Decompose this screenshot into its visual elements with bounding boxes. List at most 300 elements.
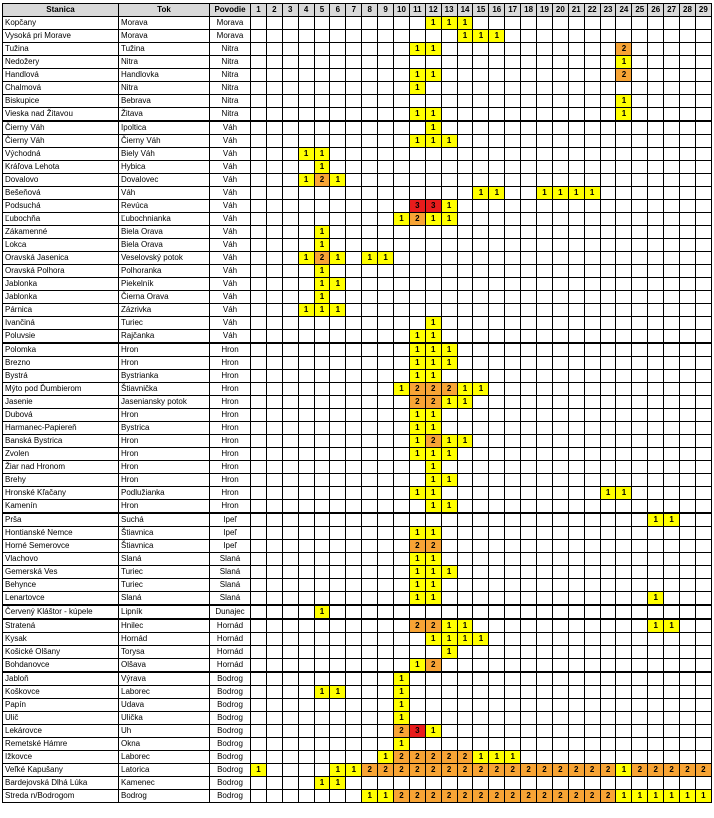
day-cell — [632, 422, 648, 435]
day-cell — [632, 148, 648, 161]
day-cell: 1 — [362, 790, 378, 803]
day-cell — [489, 396, 505, 409]
day-cell — [346, 699, 362, 712]
day-cell — [378, 357, 394, 370]
day-cell: 1 — [394, 672, 410, 686]
day-cell — [425, 239, 441, 252]
day-cell — [266, 553, 282, 566]
day-cell — [282, 777, 298, 790]
day-cell: 2 — [425, 383, 441, 396]
day-cell — [505, 226, 521, 239]
day-cell — [648, 121, 664, 135]
day-cell — [616, 396, 632, 409]
day-cell — [616, 252, 632, 265]
day-cell — [616, 474, 632, 487]
day-cell — [378, 633, 394, 646]
day-cell — [330, 265, 346, 278]
day-cell — [695, 30, 711, 43]
day-cell: 1 — [425, 579, 441, 592]
day-cell: 1 — [314, 278, 330, 291]
stream-cell: Bystrica — [119, 422, 210, 435]
day-cell — [457, 187, 473, 200]
day-cell — [346, 383, 362, 396]
day-cell — [425, 738, 441, 751]
day-cell: 1 — [314, 304, 330, 317]
day-cell — [362, 513, 378, 527]
day-cell — [537, 646, 553, 659]
day-cell — [394, 121, 410, 135]
day-cell — [282, 174, 298, 187]
day-cell — [521, 409, 537, 422]
day-cell — [314, 43, 330, 56]
day-cell — [680, 646, 696, 659]
day-cell — [346, 108, 362, 122]
day-cell — [266, 43, 282, 56]
station-cell: Horné Semerovce — [3, 540, 119, 553]
basin-cell: Hornád — [210, 633, 251, 646]
day-cell — [251, 370, 267, 383]
day-cell — [457, 82, 473, 95]
day-cell — [568, 633, 584, 646]
day-cell — [330, 239, 346, 252]
day-cell — [505, 659, 521, 673]
day-cell — [298, 135, 314, 148]
table-row — [3, 646, 712, 659]
day-cell — [473, 278, 489, 291]
day-cell: 1 — [409, 370, 425, 383]
day-cell — [680, 396, 696, 409]
day-cell — [378, 30, 394, 43]
day-cell — [600, 396, 616, 409]
day-cell — [680, 461, 696, 474]
day-cell — [552, 409, 568, 422]
day-cell — [282, 17, 298, 30]
day-cell — [314, 699, 330, 712]
day-cell — [664, 95, 680, 108]
day-cell — [362, 30, 378, 43]
day-cell — [282, 592, 298, 606]
day-cell — [632, 121, 648, 135]
day-cell: 1 — [409, 659, 425, 673]
day-cell — [521, 317, 537, 330]
day-cell — [394, 370, 410, 383]
day-cell — [489, 738, 505, 751]
day-cell — [282, 540, 298, 553]
day-cell — [330, 161, 346, 174]
day-cell — [378, 646, 394, 659]
day-cell — [394, 343, 410, 357]
day-cell — [568, 646, 584, 659]
day-cell — [251, 121, 267, 135]
day-cell — [266, 764, 282, 777]
stream-cell: Ulička — [119, 712, 210, 725]
day-cell — [266, 304, 282, 317]
day-cell: 1 — [314, 148, 330, 161]
day-cell — [346, 252, 362, 265]
day-cell: 1 — [441, 646, 457, 659]
day-cell — [457, 56, 473, 69]
day-cell — [298, 592, 314, 606]
table-row — [3, 633, 712, 646]
day-cell: 1 — [664, 619, 680, 633]
day-cell: 2 — [457, 764, 473, 777]
day-cell — [505, 121, 521, 135]
day-cell — [378, 659, 394, 673]
day-cell — [282, 161, 298, 174]
day-cell — [362, 605, 378, 619]
day-cell — [394, 540, 410, 553]
day-cell — [425, 712, 441, 725]
day-cell — [600, 187, 616, 200]
day-cell — [457, 777, 473, 790]
day-cell: 2 — [632, 764, 648, 777]
stream-cell: Okna — [119, 738, 210, 751]
day-cell — [664, 566, 680, 579]
day-cell — [473, 738, 489, 751]
day-cell — [695, 161, 711, 174]
day-cell: 1 — [441, 435, 457, 448]
day-cell — [457, 738, 473, 751]
day-cell — [489, 252, 505, 265]
day-cell: 1 — [505, 751, 521, 764]
day-cell — [330, 527, 346, 540]
day-cell — [680, 121, 696, 135]
day-cell: 1 — [664, 513, 680, 527]
day-cell — [616, 579, 632, 592]
day-cell — [282, 43, 298, 56]
day-cell — [314, 30, 330, 43]
day-cell — [568, 213, 584, 226]
day-cell — [584, 213, 600, 226]
day-cell — [298, 461, 314, 474]
day-cell — [600, 513, 616, 527]
day-cell: 1 — [441, 500, 457, 514]
day-cell — [600, 161, 616, 174]
table-row — [3, 252, 712, 265]
header-day-7: 7 — [346, 4, 362, 17]
day-cell — [505, 56, 521, 69]
stream-cell: Hron — [119, 500, 210, 514]
station-cell: Banská Bystrica — [3, 435, 119, 448]
day-cell — [298, 56, 314, 69]
day-cell — [330, 56, 346, 69]
station-cell: Čierny Váh — [3, 121, 119, 135]
day-cell — [425, 252, 441, 265]
day-cell — [298, 187, 314, 200]
day-cell — [266, 712, 282, 725]
day-cell — [362, 396, 378, 409]
basin-cell: Nitra — [210, 56, 251, 69]
day-cell — [298, 699, 314, 712]
basin-cell: Hron — [210, 357, 251, 370]
day-cell — [584, 330, 600, 344]
day-cell — [537, 357, 553, 370]
day-cell — [568, 383, 584, 396]
basin-cell: Hron — [210, 409, 251, 422]
day-cell — [266, 239, 282, 252]
day-cell — [600, 540, 616, 553]
basin-cell: Nitra — [210, 108, 251, 122]
day-cell — [695, 751, 711, 764]
day-cell — [680, 712, 696, 725]
day-cell — [664, 527, 680, 540]
day-cell — [680, 265, 696, 278]
day-cell — [266, 659, 282, 673]
day-cell — [600, 304, 616, 317]
header-day-15: 15 — [473, 4, 489, 17]
day-cell — [489, 566, 505, 579]
day-cell — [346, 148, 362, 161]
day-cell — [409, 605, 425, 619]
day-cell — [584, 712, 600, 725]
day-cell — [298, 540, 314, 553]
day-cell — [362, 226, 378, 239]
day-cell — [537, 672, 553, 686]
day-cell — [330, 43, 346, 56]
day-cell: 1 — [457, 30, 473, 43]
day-cell — [521, 633, 537, 646]
day-cell — [314, 422, 330, 435]
stream-cell: Slaná — [119, 592, 210, 606]
day-cell — [298, 239, 314, 252]
day-cell — [282, 187, 298, 200]
day-cell: 1 — [314, 605, 330, 619]
day-cell: 1 — [409, 448, 425, 461]
header-day-20: 20 — [552, 4, 568, 17]
day-cell — [282, 252, 298, 265]
day-cell — [521, 239, 537, 252]
day-cell — [648, 500, 664, 514]
day-cell — [441, 121, 457, 135]
day-cell — [552, 422, 568, 435]
day-cell — [425, 187, 441, 200]
day-cell — [251, 82, 267, 95]
day-cell — [457, 474, 473, 487]
day-cell — [521, 448, 537, 461]
day-cell — [251, 69, 267, 82]
day-cell — [600, 200, 616, 213]
day-cell — [394, 174, 410, 187]
day-cell: 1 — [425, 17, 441, 30]
day-cell — [600, 278, 616, 291]
header-day-6: 6 — [330, 4, 346, 17]
day-cell — [505, 487, 521, 500]
day-cell — [362, 291, 378, 304]
basin-cell: Nitra — [210, 43, 251, 56]
day-cell — [346, 790, 362, 803]
day-cell — [505, 646, 521, 659]
day-cell — [648, 409, 664, 422]
day-cell — [505, 278, 521, 291]
day-cell — [537, 343, 553, 357]
day-cell — [266, 435, 282, 448]
day-cell — [489, 448, 505, 461]
day-cell: 2 — [409, 764, 425, 777]
day-cell — [600, 659, 616, 673]
day-cell — [251, 174, 267, 187]
day-cell — [409, 317, 425, 330]
header-day-28: 28 — [680, 4, 696, 17]
day-cell — [330, 738, 346, 751]
day-cell — [473, 527, 489, 540]
day-cell — [521, 187, 537, 200]
day-cell — [568, 751, 584, 764]
day-cell — [616, 725, 632, 738]
day-cell — [584, 527, 600, 540]
header-day-4: 4 — [298, 4, 314, 17]
day-cell — [394, 161, 410, 174]
day-cell — [362, 500, 378, 514]
day-cell — [282, 95, 298, 108]
day-cell — [314, 646, 330, 659]
day-cell — [298, 474, 314, 487]
day-cell — [346, 738, 362, 751]
day-cell — [521, 699, 537, 712]
day-cell — [568, 82, 584, 95]
day-cell — [346, 95, 362, 108]
day-cell — [314, 527, 330, 540]
day-cell — [680, 148, 696, 161]
day-cell — [251, 396, 267, 409]
day-cell — [251, 579, 267, 592]
day-cell — [457, 226, 473, 239]
day-cell — [505, 633, 521, 646]
day-cell — [537, 383, 553, 396]
stream-cell: Handlovka — [119, 69, 210, 82]
day-cell — [330, 487, 346, 500]
day-cell — [266, 422, 282, 435]
day-cell — [298, 291, 314, 304]
day-cell — [648, 699, 664, 712]
day-cell — [584, 500, 600, 514]
basin-cell: Váh — [210, 161, 251, 174]
day-cell — [314, 17, 330, 30]
stream-cell: Ľubochnianka — [119, 213, 210, 226]
basin-cell: Hron — [210, 487, 251, 500]
day-cell — [441, 226, 457, 239]
day-cell: 1 — [394, 699, 410, 712]
day-cell — [266, 148, 282, 161]
station-cell: Červený Kláštor - kúpele — [3, 605, 119, 619]
day-cell — [537, 226, 553, 239]
day-cell — [394, 659, 410, 673]
day-cell — [314, 370, 330, 383]
day-cell — [632, 317, 648, 330]
day-cell — [505, 435, 521, 448]
day-cell — [314, 108, 330, 122]
day-cell — [648, 82, 664, 95]
day-cell — [251, 278, 267, 291]
day-cell — [552, 592, 568, 606]
day-cell — [266, 330, 282, 344]
day-cell — [489, 699, 505, 712]
day-cell — [680, 659, 696, 673]
day-cell — [537, 174, 553, 187]
day-cell — [378, 396, 394, 409]
day-cell — [600, 725, 616, 738]
day-cell — [537, 553, 553, 566]
stream-cell: Štiavnička — [119, 383, 210, 396]
stream-cell: Čierny Váh — [119, 135, 210, 148]
day-cell — [266, 500, 282, 514]
stream-cell: Turiec — [119, 579, 210, 592]
day-cell — [346, 777, 362, 790]
day-cell: 3 — [425, 200, 441, 213]
day-cell — [394, 553, 410, 566]
day-cell — [314, 712, 330, 725]
day-cell — [378, 448, 394, 461]
day-cell — [266, 343, 282, 357]
day-cell — [584, 252, 600, 265]
day-cell — [473, 605, 489, 619]
day-cell — [266, 383, 282, 396]
day-cell — [568, 527, 584, 540]
day-cell — [680, 487, 696, 500]
day-cell: 1 — [394, 686, 410, 699]
station-cell: Chalmová — [3, 82, 119, 95]
day-cell — [266, 738, 282, 751]
day-cell: 2 — [552, 790, 568, 803]
day-cell — [346, 30, 362, 43]
day-cell — [346, 672, 362, 686]
day-cell — [346, 56, 362, 69]
day-cell — [441, 672, 457, 686]
station-cell: Košické Olšany — [3, 646, 119, 659]
day-cell — [648, 30, 664, 43]
day-cell — [552, 633, 568, 646]
day-cell — [632, 396, 648, 409]
station-cell: Nedožery — [3, 56, 119, 69]
day-cell — [552, 174, 568, 187]
day-cell — [632, 461, 648, 474]
day-cell — [409, 17, 425, 30]
day-cell — [362, 239, 378, 252]
day-cell — [600, 95, 616, 108]
day-cell — [600, 527, 616, 540]
day-cell: 1 — [552, 187, 568, 200]
day-cell — [298, 213, 314, 226]
day-cell — [521, 343, 537, 357]
day-cell — [648, 553, 664, 566]
table-row — [3, 672, 712, 686]
basin-cell: Hron — [210, 422, 251, 435]
day-cell — [282, 646, 298, 659]
day-cell — [648, 712, 664, 725]
day-cell — [521, 121, 537, 135]
basin-cell: Váh — [210, 265, 251, 278]
stream-cell: Váh — [119, 187, 210, 200]
day-cell — [648, 148, 664, 161]
day-cell — [378, 605, 394, 619]
day-cell — [330, 30, 346, 43]
day-cell — [632, 672, 648, 686]
day-cell — [378, 174, 394, 187]
day-cell — [521, 619, 537, 633]
day-cell — [695, 174, 711, 187]
day-cell — [568, 579, 584, 592]
table-row — [3, 82, 712, 95]
table-row — [3, 738, 712, 751]
day-cell: 1 — [314, 226, 330, 239]
day-cell: 1 — [409, 330, 425, 344]
day-cell — [473, 699, 489, 712]
day-cell: 1 — [616, 487, 632, 500]
day-cell: 1 — [441, 135, 457, 148]
day-cell: 2 — [680, 764, 696, 777]
day-cell — [473, 448, 489, 461]
day-cell — [378, 553, 394, 566]
day-cell — [425, 513, 441, 527]
